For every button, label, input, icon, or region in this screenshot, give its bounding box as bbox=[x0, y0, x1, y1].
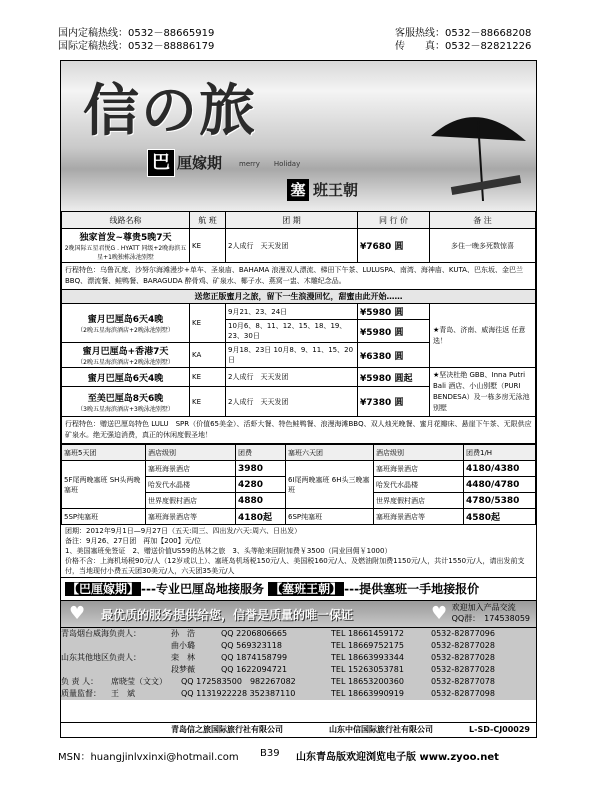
contact-name: 段梦薇 bbox=[171, 665, 195, 674]
hotel: 世界度假村酒店 bbox=[374, 493, 464, 509]
table-row bbox=[62, 229, 536, 263]
hotel: 塞班海景酒店等 bbox=[374, 509, 464, 525]
site-banner: 山东青岛版欢迎浏览电子版 www.zyoo.net bbox=[296, 752, 499, 763]
saipan-text: 班王朝 bbox=[313, 181, 359, 199]
price: ¥6380 圆 bbox=[358, 343, 430, 368]
contact-tel: TEL 18653200360 bbox=[331, 677, 404, 686]
slogan-text: 最优质的服务提供给您，信誉是质量的唯一保证 bbox=[101, 608, 354, 622]
qq-group bbox=[452, 602, 530, 624]
saipan-col-hotel: 酒店级别 bbox=[146, 445, 236, 461]
company-2: 山东中信国际旅行社有限公司 bbox=[329, 725, 433, 734]
qq-number: QQ群： 174538059 bbox=[451, 614, 530, 623]
route-name: 至美巴厘岛8天6晚 bbox=[87, 393, 164, 404]
company-1: 青岛信之旅国际旅行社有限公司 bbox=[171, 725, 283, 734]
contact-row bbox=[61, 652, 536, 664]
table-row bbox=[62, 509, 536, 525]
contact-fax: 0532-82877028 bbox=[431, 653, 495, 662]
contact-name: 席晓莹（文文） bbox=[111, 677, 167, 686]
contact-row bbox=[61, 688, 536, 700]
route-name: 蜜月巴厘岛6天4晚 bbox=[87, 373, 164, 384]
bali-table bbox=[61, 211, 536, 444]
price: ¥5980 圆起 bbox=[358, 368, 430, 387]
contact-fax: 0532-82877098 bbox=[431, 689, 495, 698]
col-price: 同 行 价 bbox=[358, 212, 430, 229]
fee: 4480/4780 bbox=[464, 477, 536, 493]
fee: 4180/4380 bbox=[464, 461, 536, 477]
saipan-col-fee: 团费 bbox=[236, 445, 286, 461]
note-line: 1、美国塞班免签证 2、赠送价值US59的丛林之旅 3、头等舱来回附加费￥3500（同业回佣￥1000） bbox=[65, 547, 392, 555]
note-line: 备注：9月26、27日团 再加【200】元/位 bbox=[65, 537, 201, 545]
saipan-box: 塞 bbox=[287, 179, 309, 201]
contact-role: 青岛烟台威海负责人： bbox=[61, 629, 141, 638]
contact-role: 质量监督： bbox=[61, 689, 101, 698]
contact-role bbox=[61, 640, 171, 652]
table-row bbox=[62, 304, 536, 320]
col-dates: 团 期 bbox=[226, 212, 358, 229]
fee: 3980 bbox=[236, 461, 286, 477]
contact-name: 栾 林 bbox=[171, 653, 195, 662]
price: ¥7380 圆 bbox=[358, 387, 430, 417]
group: 5SP纯塞班 bbox=[62, 509, 146, 525]
route-sub: （2晚五星海滨酒店+2晚泳池别墅） bbox=[77, 359, 174, 366]
international-hotline: 国际定稿热线：0532－88886179 bbox=[58, 41, 215, 52]
route-name: 蜜月巴厘岛+香港7天 bbox=[82, 347, 169, 357]
contact-tel: TEL 18661459172 bbox=[331, 629, 404, 638]
msn-contact: MSN：huangjinlvxinxi@hotmail.com bbox=[58, 752, 239, 763]
ad-saipan-text: ---提供塞班一手地接报价 bbox=[344, 582, 480, 596]
price: ¥5980 圆 bbox=[358, 320, 430, 343]
contact-role: 山东其他地区负责人： bbox=[61, 653, 141, 662]
slogan-bar bbox=[61, 601, 536, 628]
note-line: 团期：2012年9月1日—9月27日（五天:周三、四出发/六天:周六、日出发） bbox=[65, 527, 302, 535]
flight: KE bbox=[190, 387, 226, 417]
group: 5F尾两晚塞班 SH头两晚塞班 bbox=[62, 461, 146, 509]
contact-tel: TEL 15263053781 bbox=[331, 665, 404, 674]
qq-join: 欢迎加入产品交流 bbox=[451, 603, 516, 612]
fee: 4180起 bbox=[236, 509, 286, 525]
ad-saipan-box: 【塞班王朝】 bbox=[270, 582, 343, 596]
contact-qq: QQ 1622094721 bbox=[221, 665, 288, 674]
route-sub: 2晚国际五星君悦G . HYATT 同级+2晚海滨五星+1晚独栋泳池别墅 bbox=[64, 245, 187, 261]
hotel: 塞班海景酒店 bbox=[374, 461, 464, 477]
contact-role bbox=[61, 664, 171, 676]
ad-frame bbox=[60, 60, 537, 738]
saipan-col-5day: 塞班5天团 bbox=[62, 445, 146, 461]
contact-row bbox=[61, 640, 536, 652]
hotline-left bbox=[58, 27, 214, 53]
company-footer bbox=[61, 722, 536, 737]
flight: KE bbox=[190, 304, 226, 343]
itinerary-1: 行程特色：乌鲁瓦度、沙努尔海滩漫步+单车、圣泉庙、BAHAMA 浪漫双人漂流、梯田下午茶、LULUSPA、南湾、海神庙、KUTA、巴东坂、金巴兰 BBQ、漂流餐、鲑鸭餐、BARAGUDA 醉骨鸡、矿泉水、椰子水、燕窝一盅、木雕纪念品。 bbox=[62, 263, 536, 290]
contact-row bbox=[61, 628, 536, 640]
saipan-col-6day: 塞班六天团 bbox=[286, 445, 374, 461]
service-ad bbox=[61, 577, 536, 601]
saipan-table bbox=[61, 444, 536, 525]
dates: 2人成行 天天发团 bbox=[226, 229, 358, 263]
note-line: 价格不含：上海机场税90元/人（12岁或以上）、塞班岛机场税150元/人、美国税160元/人、及燃油附加费1150元/人，共计1550元/人，请出发前支付，当地现付小费五天团30美元/人，六天团35美元/人 bbox=[65, 557, 525, 575]
route-sub: （3晚五星海滨酒店+3晚泳池别墅） bbox=[77, 405, 174, 413]
route-name: 蜜月巴厘岛6天4晚 bbox=[87, 315, 164, 325]
contact-tel: TEL 18663993344 bbox=[331, 653, 404, 662]
note-2a: ★青岛、济南、威海往返 任意选！ bbox=[430, 304, 536, 368]
hotel: 世界度假村酒店 bbox=[146, 493, 236, 509]
contact-tel: TEL 18669752175 bbox=[331, 641, 404, 650]
ad-bali-text: ---专业巴厘岛地接服务 bbox=[141, 582, 264, 596]
dates: 9月18、23日 10月8、9、11、15、20日 bbox=[226, 343, 358, 368]
col-note: 备 注 bbox=[430, 212, 536, 229]
bali-heading bbox=[147, 149, 222, 177]
contact-fax: 0532-82877028 bbox=[431, 665, 495, 674]
heart-icon: ♥ bbox=[431, 603, 448, 624]
hotel: 塞班海景酒店 bbox=[146, 461, 236, 477]
service-hotline: 客服热线：0532－88668208 bbox=[395, 28, 532, 39]
col-route: 线路名称 bbox=[62, 212, 190, 229]
fee: 4580起 bbox=[464, 509, 536, 525]
saipan-notes bbox=[61, 525, 536, 577]
bali-text: 厘嫁期 bbox=[177, 154, 223, 172]
contact-qq: QQ 1131922228 352387110 bbox=[181, 689, 296, 698]
note-2b: ★坚决杜绝 GBB、Inna Putri Bali 酒店、小山别墅（PURI BENDESA）及一栋多房无泳池别墅 bbox=[430, 368, 536, 417]
fee: 4280 bbox=[236, 477, 286, 493]
fee: 4880 bbox=[236, 493, 286, 509]
contact-fax: 0532-82877096 bbox=[431, 629, 495, 638]
page-number: B39 bbox=[260, 748, 280, 759]
dates: 9月21、23、24日 bbox=[226, 304, 358, 320]
fee: 4780/5380 bbox=[464, 493, 536, 509]
tagline: merry Holiday bbox=[239, 160, 301, 168]
contact-tel: TEL 18663990919 bbox=[331, 689, 404, 698]
contact-row bbox=[61, 664, 536, 676]
group: 6I尾两晚塞班 6H头三晚塞班 bbox=[286, 461, 374, 509]
heart-icon: ♥ bbox=[69, 603, 86, 624]
contact-row bbox=[61, 676, 536, 688]
dates: 10月6、8、11、12、15、18、19、23、30日 bbox=[226, 320, 358, 343]
contact-name: 孙 浩 bbox=[171, 629, 195, 638]
col-flight: 航 班 bbox=[190, 212, 226, 229]
saipan-heading bbox=[287, 179, 358, 201]
hotel: 塞班海景酒店等 bbox=[146, 509, 236, 525]
flight: KE bbox=[190, 368, 226, 387]
contacts-list bbox=[61, 628, 536, 700]
group: 6SP纯塞班 bbox=[286, 509, 374, 525]
table-row bbox=[62, 461, 536, 477]
contact-qq: QQ 1874158799 bbox=[221, 653, 288, 662]
price: ¥5980 圆 bbox=[358, 304, 430, 320]
contact-role: 负 责 人： bbox=[61, 677, 99, 686]
hotel: 哈发代水晶楼 bbox=[146, 477, 236, 493]
ad-bali-box: 【巴厘嫁期】 bbox=[67, 582, 140, 596]
contact-fax: 0532-82877028 bbox=[431, 641, 495, 650]
beach-umbrella-icon bbox=[421, 101, 531, 206]
contact-qq: QQ 2206806665 bbox=[221, 629, 288, 638]
flight: KA bbox=[190, 343, 226, 368]
contact-name: 王 斌 bbox=[111, 689, 135, 698]
bali-box: 巴 bbox=[147, 149, 175, 177]
dates: 2人成行 天天发团 bbox=[226, 387, 358, 417]
table-row bbox=[62, 368, 536, 387]
note: 多住一晚多死数惊喜 bbox=[430, 229, 536, 263]
contact-qq: QQ 569323118 bbox=[221, 641, 282, 650]
contact-qq: QQ 172583500 982267082 bbox=[181, 677, 296, 686]
highlight: 送您正版蜜月之旅，留下一生浪漫回忆，甜蜜由此开始…… bbox=[62, 290, 536, 304]
fax-line: 传 真：0532－82821226 bbox=[395, 41, 532, 52]
saipan-col-fee2: 团费1/H bbox=[464, 445, 536, 461]
hotel: 哈发代水晶楼 bbox=[374, 477, 464, 493]
license-number: L-SD-CJ00029 bbox=[469, 725, 530, 734]
route-name: 独家首发~尊贵5晚7天 bbox=[79, 233, 172, 243]
saipan-col-hotel2: 酒店级别 bbox=[374, 445, 464, 461]
contact-name: 曲小璐 bbox=[171, 641, 195, 650]
brand-title: 信の旅 bbox=[83, 78, 257, 144]
hotline-right bbox=[395, 27, 531, 53]
route-sub: （2晚五星海滨酒店+2晚泳池别墅） bbox=[77, 327, 174, 334]
banner bbox=[61, 61, 536, 211]
flight: KE bbox=[190, 229, 226, 263]
domestic-hotline: 国内定稿热线：0532－88665919 bbox=[58, 28, 215, 39]
contact-fax: 0532-82877078 bbox=[431, 677, 495, 686]
price: ¥7680 圆 bbox=[358, 229, 430, 263]
itinerary-2: 行程特色：赠送巴厘岛特色 LULU SPR（价值65美金）、活虾大餐、特色鲑鸭餐、浪漫海滩BBQ、双人烛光晚餐、蜜月花瓣床、悬崖下午茶、无限供应矿泉水。绝无强迫消费，真正的休闲度假圣地！ bbox=[62, 417, 536, 444]
dates: 2人成行 天天发团 bbox=[226, 368, 358, 387]
